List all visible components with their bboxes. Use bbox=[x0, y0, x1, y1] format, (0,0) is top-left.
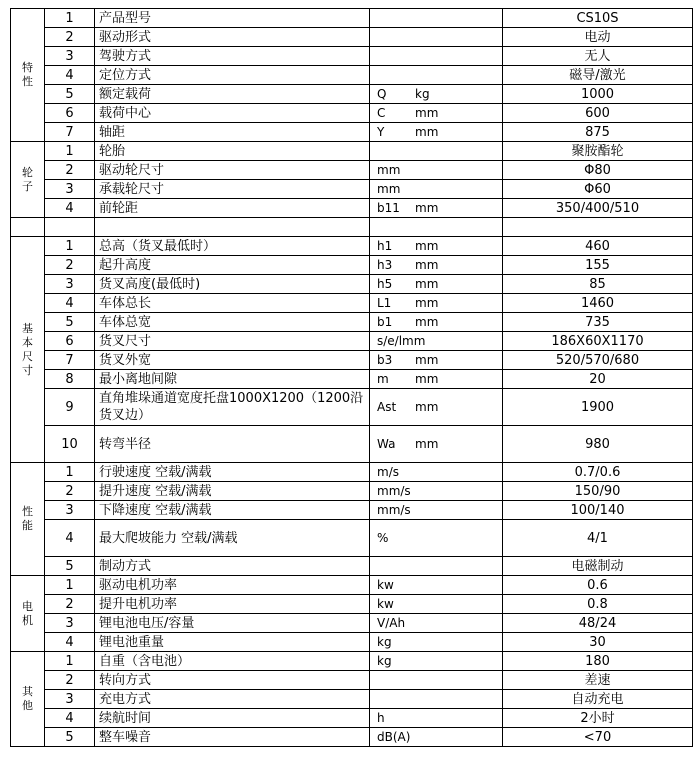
parameter-name: 载荷中心 bbox=[95, 104, 370, 123]
unit-label: mm bbox=[415, 371, 439, 386]
category-label: 轮子 bbox=[22, 165, 33, 193]
parameter-name: 直角堆垛通道宽度托盘1000X1200（1200沿货叉边） bbox=[95, 389, 370, 426]
spec-row bbox=[11, 237, 693, 256]
unit-symbol: h5 bbox=[377, 276, 393, 291]
spec-row bbox=[11, 389, 693, 426]
parameter-name: 起升高度 bbox=[95, 256, 370, 275]
unit-cell bbox=[370, 557, 503, 576]
row-number: 5 bbox=[45, 557, 95, 576]
unit-symbol: h3 bbox=[377, 257, 393, 272]
row-number bbox=[45, 218, 95, 237]
unit-symbol: mm bbox=[377, 181, 401, 196]
spec-row bbox=[11, 294, 693, 313]
unit-symbol: kg bbox=[377, 653, 392, 668]
spec-row bbox=[11, 633, 693, 652]
unit-cell bbox=[370, 199, 503, 218]
parameter-value: 2小时 bbox=[503, 709, 693, 728]
unit-cell bbox=[370, 370, 503, 389]
parameter-value: 无人 bbox=[503, 47, 693, 66]
spec-row bbox=[11, 576, 693, 595]
unit-cell bbox=[370, 709, 503, 728]
row-number: 1 bbox=[45, 463, 95, 482]
unit-cell bbox=[370, 351, 503, 370]
category-label: 特性 bbox=[22, 61, 33, 88]
unit-symbol: V/Ah bbox=[377, 615, 406, 630]
spec-row bbox=[11, 351, 693, 370]
parameter-value: 875 bbox=[503, 123, 693, 142]
parameter-value: CS10S bbox=[503, 9, 693, 28]
unit-symbol: Ast bbox=[377, 399, 397, 414]
row-number: 2 bbox=[45, 256, 95, 275]
parameter-value: 350/400/510 bbox=[503, 199, 693, 218]
unit-symbol: mm bbox=[377, 162, 401, 177]
unit-symbol: Y bbox=[377, 124, 385, 139]
parameter-name: 货叉高度(最低时) bbox=[95, 275, 370, 294]
spec-row bbox=[11, 709, 693, 728]
parameter-value: 30 bbox=[503, 633, 693, 652]
parameter-name: 驱动形式 bbox=[95, 28, 370, 47]
unit-cell bbox=[370, 123, 503, 142]
parameter-name: 驱动电机功率 bbox=[95, 576, 370, 595]
parameter-name: 充电方式 bbox=[95, 690, 370, 709]
row-number: 1 bbox=[45, 576, 95, 595]
parameter-value: 85 bbox=[503, 275, 693, 294]
unit-cell bbox=[370, 28, 503, 47]
row-number: 5 bbox=[45, 728, 95, 747]
unit-label: mm bbox=[415, 124, 439, 139]
parameter-name: 货叉尺寸 bbox=[95, 332, 370, 351]
unit-cell bbox=[370, 332, 503, 351]
spec-row bbox=[11, 199, 693, 218]
unit-cell bbox=[370, 482, 503, 501]
unit-cell bbox=[370, 104, 503, 123]
parameter-name: 行驶速度 空载/满载 bbox=[95, 463, 370, 482]
parameter-name: 制动方式 bbox=[95, 557, 370, 576]
row-number: 2 bbox=[45, 28, 95, 47]
row-number: 4 bbox=[45, 294, 95, 313]
unit-symbol: b3 bbox=[377, 352, 393, 367]
row-number: 7 bbox=[45, 123, 95, 142]
spec-row bbox=[11, 28, 693, 47]
spec-row bbox=[11, 66, 693, 85]
parameter-name: 承载轮尺寸 bbox=[95, 180, 370, 199]
parameter-value: 电动 bbox=[503, 28, 693, 47]
parameter-value: 155 bbox=[503, 256, 693, 275]
row-number: 8 bbox=[45, 370, 95, 389]
unit-label: mm bbox=[415, 295, 439, 310]
spec-row bbox=[11, 595, 693, 614]
parameter-value: Φ80 bbox=[503, 161, 693, 180]
parameter-value: <70 bbox=[503, 728, 693, 747]
parameter-value: 磁导/激光 bbox=[503, 66, 693, 85]
spec-row bbox=[11, 557, 693, 576]
unit-label: mm bbox=[415, 314, 439, 329]
parameter-name: 锂电池电压/容量 bbox=[95, 614, 370, 633]
row-number: 6 bbox=[45, 104, 95, 123]
row-number: 4 bbox=[45, 520, 95, 557]
parameter-value: 186X60X1170 bbox=[503, 332, 693, 351]
row-number: 1 bbox=[45, 652, 95, 671]
category-cell bbox=[11, 142, 45, 218]
spec-table-body bbox=[11, 9, 693, 747]
parameter-value: 电磁制动 bbox=[503, 557, 693, 576]
unit-symbol: kw bbox=[377, 577, 394, 592]
parameter-name: 最大爬坡能力 空载/满载 bbox=[95, 520, 370, 557]
spec-row bbox=[11, 652, 693, 671]
parameter-value: 0.6 bbox=[503, 576, 693, 595]
row-number: 5 bbox=[45, 313, 95, 332]
spec-row bbox=[11, 520, 693, 557]
parameter-name: 驾驶方式 bbox=[95, 47, 370, 66]
unit-cell bbox=[370, 501, 503, 520]
unit-cell bbox=[370, 595, 503, 614]
parameter-value: 180 bbox=[503, 652, 693, 671]
parameter-value: 150/90 bbox=[503, 482, 693, 501]
unit-label: mm bbox=[415, 105, 439, 120]
category-label: 电机 bbox=[22, 599, 33, 627]
parameter-name: 续航时间 bbox=[95, 709, 370, 728]
spec-row bbox=[11, 313, 693, 332]
unit-symbol: L1 bbox=[377, 295, 392, 310]
row-number: 4 bbox=[45, 66, 95, 85]
spec-row bbox=[11, 256, 693, 275]
parameter-value: 600 bbox=[503, 104, 693, 123]
parameter-name: 最小离地间隙 bbox=[95, 370, 370, 389]
row-number: 10 bbox=[45, 426, 95, 463]
parameter-value: 差速 bbox=[503, 671, 693, 690]
category-cell bbox=[11, 652, 45, 747]
parameter-name: 额定载荷 bbox=[95, 85, 370, 104]
row-number: 3 bbox=[45, 614, 95, 633]
spec-row bbox=[11, 332, 693, 351]
parameter-name: 转弯半径 bbox=[95, 426, 370, 463]
parameter-name: 驱动轮尺寸 bbox=[95, 161, 370, 180]
row-number: 4 bbox=[45, 709, 95, 728]
unit-symbol: b1 bbox=[377, 314, 393, 329]
spec-row bbox=[11, 426, 693, 463]
row-number: 2 bbox=[45, 595, 95, 614]
row-number: 1 bbox=[45, 9, 95, 28]
spec-row bbox=[11, 690, 693, 709]
spec-row bbox=[11, 275, 693, 294]
parameter-value: Φ60 bbox=[503, 180, 693, 199]
unit-cell bbox=[370, 426, 503, 463]
parameter-name: 总高（货叉最低时） bbox=[95, 237, 370, 256]
row-number: 2 bbox=[45, 161, 95, 180]
parameter-value: 20 bbox=[503, 370, 693, 389]
parameter-value: 1460 bbox=[503, 294, 693, 313]
row-number: 9 bbox=[45, 389, 95, 426]
parameter-value: 0.7/0.6 bbox=[503, 463, 693, 482]
parameter-value: 100/140 bbox=[503, 501, 693, 520]
category-label: 其他 bbox=[22, 685, 33, 712]
unit-cell bbox=[370, 633, 503, 652]
unit-cell bbox=[370, 180, 503, 199]
parameter-value: 1900 bbox=[503, 389, 693, 426]
unit-cell bbox=[370, 9, 503, 28]
unit-cell bbox=[370, 463, 503, 482]
row-number: 7 bbox=[45, 351, 95, 370]
unit-cell bbox=[370, 218, 503, 237]
parameter-name: 定位方式 bbox=[95, 66, 370, 85]
spec-table bbox=[10, 8, 693, 747]
parameter-value: 自动充电 bbox=[503, 690, 693, 709]
parameter-name: 轮胎 bbox=[95, 142, 370, 161]
spec-row bbox=[11, 370, 693, 389]
parameter-value: 1000 bbox=[503, 85, 693, 104]
category-cell bbox=[11, 576, 45, 652]
unit-label: mm bbox=[415, 200, 439, 215]
parameter-value: 520/570/680 bbox=[503, 351, 693, 370]
unit-symbol: C bbox=[377, 105, 386, 120]
spec-row bbox=[11, 614, 693, 633]
unit-symbol: % bbox=[377, 530, 389, 545]
row-number: 3 bbox=[45, 47, 95, 66]
parameter-name: 车体总宽 bbox=[95, 313, 370, 332]
row-number: 2 bbox=[45, 671, 95, 690]
parameter-name: 自重（含电池） bbox=[95, 652, 370, 671]
unit-cell bbox=[370, 294, 503, 313]
unit-label: mm bbox=[415, 238, 439, 253]
row-number: 5 bbox=[45, 85, 95, 104]
spec-row bbox=[11, 218, 693, 237]
parameter-value: 735 bbox=[503, 313, 693, 332]
spec-row bbox=[11, 671, 693, 690]
unit-label: mm bbox=[415, 399, 439, 414]
unit-label: kg bbox=[415, 86, 430, 101]
unit-label: mm bbox=[415, 436, 439, 451]
parameter-name: 下降速度 空载/满载 bbox=[95, 501, 370, 520]
row-number: 4 bbox=[45, 199, 95, 218]
unit-cell bbox=[370, 690, 503, 709]
unit-cell bbox=[370, 728, 503, 747]
unit-symbol: b11 bbox=[377, 200, 400, 215]
unit-cell bbox=[370, 47, 503, 66]
unit-label: mm bbox=[415, 276, 439, 291]
unit-cell bbox=[370, 275, 503, 294]
parameter-name: 整车噪音 bbox=[95, 728, 370, 747]
row-number: 1 bbox=[45, 237, 95, 256]
unit-cell bbox=[370, 85, 503, 104]
unit-cell bbox=[370, 389, 503, 426]
unit-cell bbox=[370, 66, 503, 85]
row-number: 6 bbox=[45, 332, 95, 351]
unit-cell bbox=[370, 256, 503, 275]
spec-row bbox=[11, 482, 693, 501]
parameter-name: 锂电池重量 bbox=[95, 633, 370, 652]
parameter-value bbox=[503, 218, 693, 237]
unit-symbol: kw bbox=[377, 596, 394, 611]
parameter-value: 980 bbox=[503, 426, 693, 463]
row-number: 1 bbox=[45, 142, 95, 161]
unit-label: mm bbox=[415, 352, 439, 367]
spec-row bbox=[11, 161, 693, 180]
row-number: 3 bbox=[45, 690, 95, 709]
unit-cell bbox=[370, 313, 503, 332]
unit-cell bbox=[370, 520, 503, 557]
parameter-name: 前轮距 bbox=[95, 199, 370, 218]
parameter-value: 聚胺酯轮 bbox=[503, 142, 693, 161]
category-cell bbox=[11, 9, 45, 142]
spec-row bbox=[11, 142, 693, 161]
row-number: 4 bbox=[45, 633, 95, 652]
row-number: 2 bbox=[45, 482, 95, 501]
parameter-name: 提升速度 空载/满载 bbox=[95, 482, 370, 501]
unit-symbol: h bbox=[377, 710, 385, 725]
unit-symbol: mm/s bbox=[377, 483, 411, 498]
parameter-value: 4/1 bbox=[503, 520, 693, 557]
unit-symbol: mm/s bbox=[377, 502, 411, 517]
unit-symbol: s/e/lmm bbox=[377, 333, 426, 348]
unit-symbol: m/s bbox=[377, 464, 399, 479]
unit-symbol: Q bbox=[377, 86, 387, 101]
category-cell bbox=[11, 463, 45, 576]
spec-row bbox=[11, 728, 693, 747]
parameter-name bbox=[95, 218, 370, 237]
row-number: 3 bbox=[45, 501, 95, 520]
spec-row bbox=[11, 9, 693, 28]
unit-cell bbox=[370, 161, 503, 180]
parameter-name: 转向方式 bbox=[95, 671, 370, 690]
spec-row bbox=[11, 463, 693, 482]
spec-row bbox=[11, 180, 693, 199]
unit-cell bbox=[370, 576, 503, 595]
parameter-name: 提升电机功率 bbox=[95, 595, 370, 614]
unit-cell bbox=[370, 671, 503, 690]
category-cell bbox=[11, 218, 45, 237]
unit-symbol: Wa bbox=[377, 436, 396, 451]
row-number: 3 bbox=[45, 180, 95, 199]
spec-row bbox=[11, 501, 693, 520]
unit-symbol: h1 bbox=[377, 238, 393, 253]
spec-row bbox=[11, 104, 693, 123]
parameter-value: 48/24 bbox=[503, 614, 693, 633]
row-number: 3 bbox=[45, 275, 95, 294]
spec-row bbox=[11, 47, 693, 66]
parameter-name: 产品型号 bbox=[95, 9, 370, 28]
unit-cell bbox=[370, 142, 503, 161]
unit-cell bbox=[370, 237, 503, 256]
parameter-value: 460 bbox=[503, 237, 693, 256]
unit-label: mm bbox=[415, 257, 439, 272]
spec-row bbox=[11, 85, 693, 104]
category-label: 性能 bbox=[22, 505, 33, 532]
unit-symbol: dB(A) bbox=[377, 729, 411, 744]
parameter-value: 0.8 bbox=[503, 595, 693, 614]
category-cell bbox=[11, 237, 45, 463]
unit-symbol: kg bbox=[377, 634, 392, 649]
parameter-name: 车体总长 bbox=[95, 294, 370, 313]
parameter-name: 轴距 bbox=[95, 123, 370, 142]
parameter-name: 货叉外宽 bbox=[95, 351, 370, 370]
spec-row bbox=[11, 123, 693, 142]
unit-cell bbox=[370, 652, 503, 671]
unit-cell bbox=[370, 614, 503, 633]
category-label: 基本尺寸 bbox=[22, 321, 33, 377]
unit-symbol: m bbox=[377, 371, 389, 386]
